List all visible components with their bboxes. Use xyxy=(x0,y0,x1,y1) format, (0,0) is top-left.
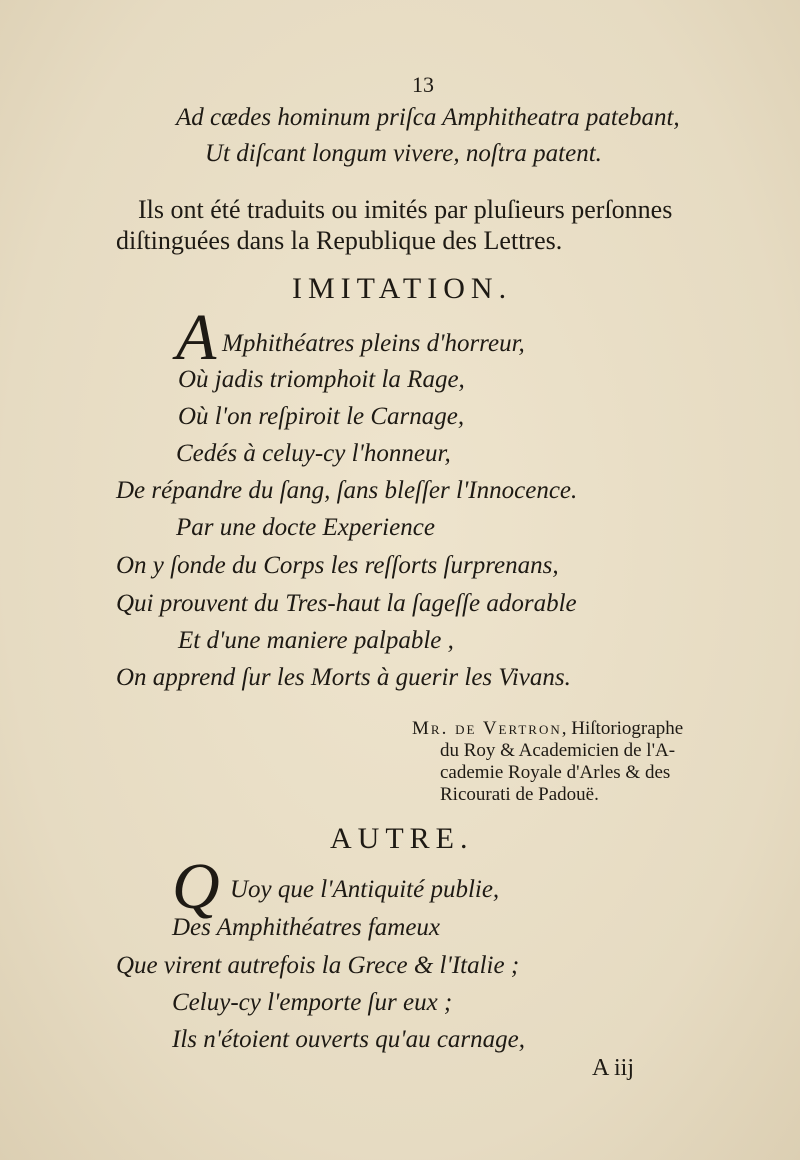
poem-line: Cedés à celuy-cy l'honneur, xyxy=(176,440,451,467)
attribution-rest: , Hiſtoriographe xyxy=(561,718,684,739)
drop-cap: A xyxy=(176,301,217,374)
prose-line: Ils ont été traduits ou imités par pluſieurs perſonnes xyxy=(138,195,673,224)
attribution-prefix: Mr. de xyxy=(412,718,483,739)
imitation-heading: IMITATION. xyxy=(292,272,513,305)
latin-verse-line: Ad cædes hominum priſca Amphitheatra patebant, xyxy=(176,104,680,131)
attribution-line: cademie Royale d'Arles & des xyxy=(440,762,671,783)
poem-line: Qui prouvent du Tres-haut la ſageſſe adorable xyxy=(116,590,577,617)
latin-verse-line: Ut diſcant longum vivere, noſtra patent. xyxy=(205,140,602,167)
attribution-name: Vertron xyxy=(482,718,562,739)
poem-line: Des Amphithéatres fameux xyxy=(172,914,441,941)
poem-line: Où jadis triomphoit la Rage, xyxy=(178,366,465,393)
poem-line: Où l'on reſpiroit le Carnage, xyxy=(178,403,465,430)
poem-line: Que virent autrefois la Grece & l'Italie ; xyxy=(116,952,520,979)
poem-line: On apprend ſur les Morts à guerir les Vivans. xyxy=(116,664,571,691)
poem-line: De répandre du ſang, ſans bleſſer l'Innocence. xyxy=(116,477,578,504)
poem-line: On y ſonde du Corps les reſſorts ſurprenans, xyxy=(116,552,559,579)
attribution-line: Ricourati de Padouë. xyxy=(440,784,599,805)
poem-line: Et d'une maniere palpable , xyxy=(178,627,454,654)
poem-line: Mphithéatres pleins d'horreur, xyxy=(222,330,525,357)
attribution-line: du Roy & Academicien de l'A- xyxy=(440,740,676,761)
poem-line: Ils n'étoient ouverts qu'au carnage, xyxy=(172,1026,525,1053)
attribution-line xyxy=(412,718,683,739)
drop-cap: Q xyxy=(172,850,220,923)
poem-line: Par une docte Experience xyxy=(176,514,435,541)
signature-mark: A iij xyxy=(592,1055,635,1081)
poem-line: Uoy que l'Antiquité publie, xyxy=(230,876,500,903)
autre-heading: AUTRE. xyxy=(330,822,474,855)
prose-line: diſtinguées dans la Republique des Lettres. xyxy=(116,226,563,255)
page-number: 13 xyxy=(412,72,434,97)
poem-line: Celuy-cy l'emporte ſur eux ; xyxy=(172,989,453,1016)
